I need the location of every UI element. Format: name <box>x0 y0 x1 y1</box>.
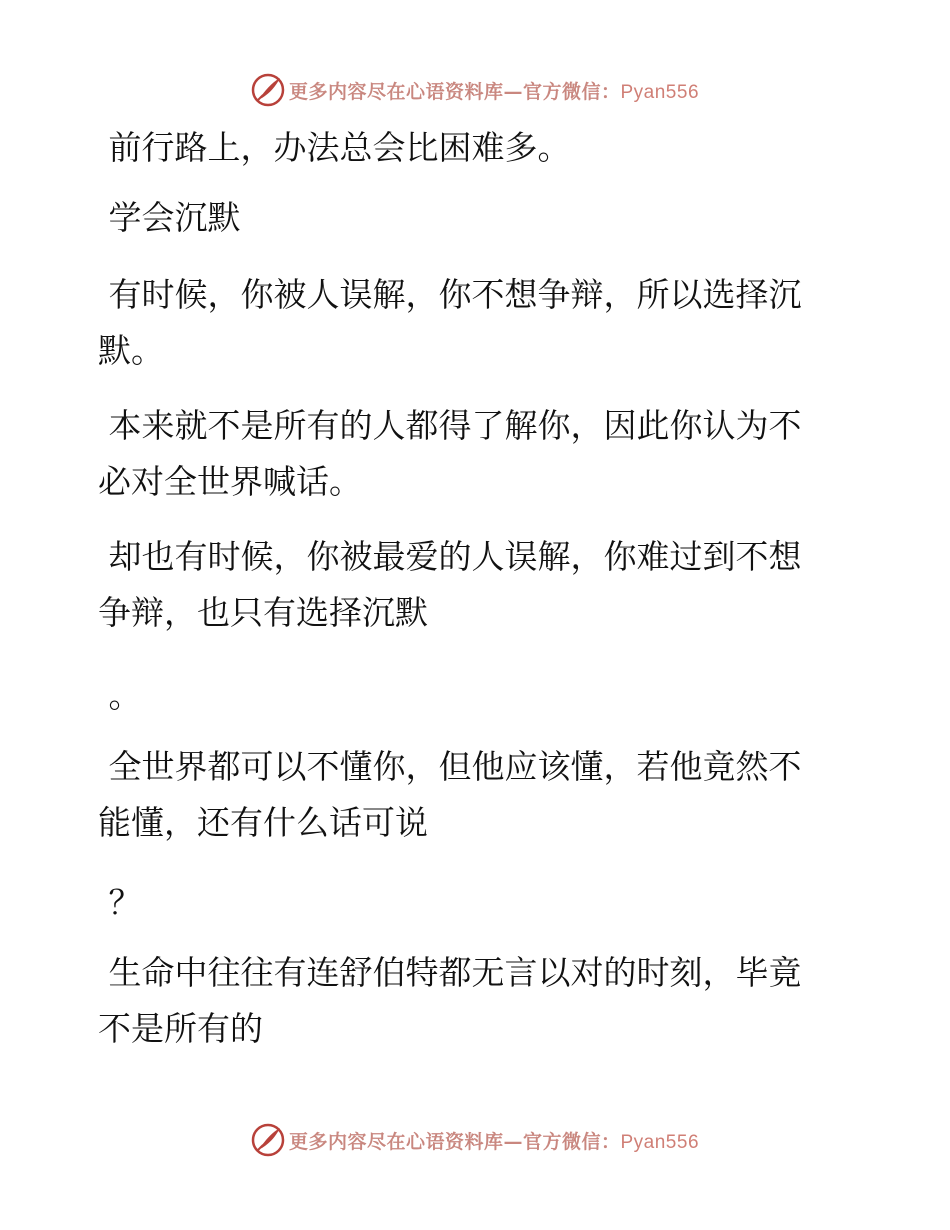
header-separator: — <box>503 80 523 103</box>
header-official-label: 官方微信： <box>522 80 621 103</box>
paragraph-8: ？ <box>98 883 142 922</box>
paragraph-9: 生命中往往有连舒伯特都无言以对的时刻，毕竟不是所有的 <box>98 953 802 1048</box>
footer-text <box>289 1127 699 1154</box>
footer-brand-text: 更多内容尽在心语资料库 <box>288 1130 504 1153</box>
header-banner <box>0 70 950 110</box>
footer-separator: — <box>503 1130 523 1153</box>
paragraph-6: 。 <box>98 676 142 715</box>
paragraph-5: 却也有时候，你被最爱的人误解，你难过到不想争辩，也只有选择沉默 <box>98 537 802 632</box>
footer-wechat-id: Pyan556 <box>620 1131 700 1153</box>
paragraph-7: 全世界都可以不懂你，但他应该懂，若他竟然不能懂，还有什么话可说 <box>98 747 802 842</box>
quill-logo-icon <box>251 73 285 107</box>
footer-official-label: 官方微信： <box>522 1130 621 1153</box>
footer-banner <box>0 1120 950 1160</box>
paragraph-3: 有时候，你被人误解，你不想争辩，所以选择沉默。 <box>98 275 802 370</box>
header-wechat-id: Pyan556 <box>620 81 700 103</box>
quill-logo-icon <box>251 1123 285 1157</box>
paragraph-2: 学会沉默 <box>98 198 241 237</box>
paragraph-1: 前行路上，办法总会比困难多。 <box>98 128 571 167</box>
header-brand-text: 更多内容尽在心语资料库 <box>288 80 504 103</box>
paragraph-4: 本来就不是所有的人都得了解你，因此你认为不必对全世界喊话。 <box>98 406 802 501</box>
header-text <box>289 77 699 104</box>
